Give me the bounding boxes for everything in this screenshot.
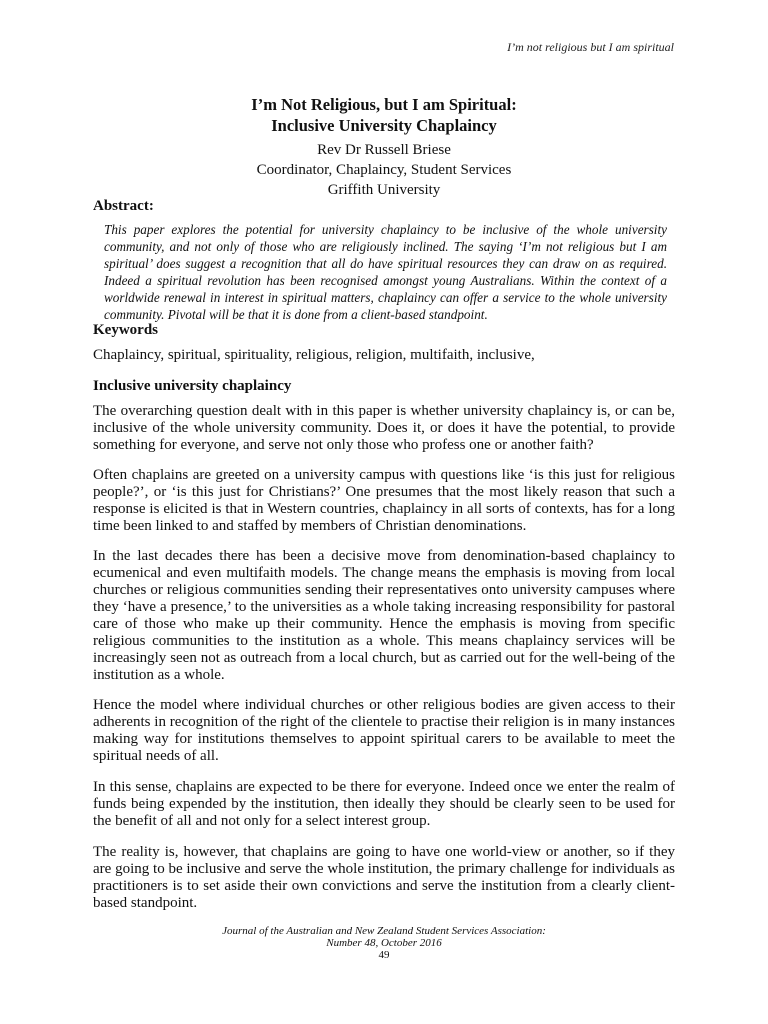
title-block <box>0 94 768 200</box>
page-footer <box>0 925 768 961</box>
author-role: Coordinator, Chaplaincy, Student Services <box>256 162 512 178</box>
paper-title-line-1: I’m Not Religious, but I am Spiritual: <box>251 95 517 114</box>
author-block <box>0 140 768 200</box>
journal-name: Journal of the Australian and New Zealand Student Services Association: <box>222 925 546 937</box>
author-institution: Griffith University <box>327 182 441 198</box>
body-paragraph-3: In the last decades there has been a decisive move from denomination-based chaplaincy to ecumenical and even multifaith models. The change means the emphasis is moving from local churches or religious communities sending their representatives onto university campuses where they ‘have a presence,’ to the universities as a whole taking increasing responsibility for pastoral care of those who make up their community. Hence the emphasis is moving from specific religious communities to the institution as a whole. This means chaplaincy services will be increasingly seen not as outreach from a local church, but as carried out for the well-being of the institution as a whole. <box>93 548 675 683</box>
paper-title-line-2: Inclusive University Chaplaincy <box>271 116 497 135</box>
body-paragraph-5: In this sense, chaplains are expected to be there for everyone. Indeed once we enter the realm of funds being expended by the institution, then ideally they should be clearly seen to be used for the benefit of all and not only for a select interest group. <box>93 779 675 829</box>
abstract-heading: Abstract: <box>93 198 154 214</box>
keywords-text: Chaplaincy, spiritual, spirituality, religious, religion, multifaith, inclusive, <box>93 347 535 363</box>
author-name: Rev Dr Russell Briese <box>317 142 451 158</box>
body-paragraph-4: Hence the model where individual churches or other religious bodies are given access to their adherents in recognition of the right of the clientele to practise their religion is in many instances making way for institutions themselves to appoint spiritual carers to be available to meet the spiritual needs of all. <box>93 697 675 764</box>
body-paragraph-6: The reality is, however, that chaplains are going to have one world-view or another, so if they are going to be inclusive and serve the whole institution, the primary challenge for individuals as practitioners is to set aside their own convictions and serve the institution from a clearly client-based standpoint. <box>93 844 675 911</box>
section-heading: Inclusive university chaplaincy <box>93 378 292 394</box>
journal-issue: Number 48, October 2016 <box>326 937 442 949</box>
page-number: 49 <box>378 949 390 961</box>
body-paragraph-2: Often chaplains are greeted on a university campus with questions like ‘is this just for religious people?’, or ‘is this just for Christians?’ One presumes that the most likely reason that such a response is elicited is that in Western countries, chaplaincy in all sorts of contexts, has for a long time been linked to and staffed by members of Christian denominations. <box>93 467 675 534</box>
abstract-text: This paper explores the potential for university chaplaincy to be inclusive of the whole university community, and not only of those who are religiously inclined. The saying ‘I’m not religious but I am spiritual’ does suggest a recognition that all do have spiritual resources they can draw on as required. Indeed a spiritual revolution has been recognised amongst young Australians. Within the context of a worldwide renewal in interest in spiritual matters, chaplaincy can offer a service to the whole university community. Pivotal will be that it is done from a client-based standpoint. <box>104 222 667 322</box>
running-head: I’m not religious but I am spiritual <box>507 40 674 54</box>
keywords-heading: Keywords <box>93 322 158 338</box>
body-paragraph-1: The overarching question dealt with in this paper is whether university chaplaincy is, or can be, inclusive of the whole university community. Does it, or does it have the potential, to provide something for everyone, and serve not only those who profess one or another faith? <box>93 403 675 453</box>
